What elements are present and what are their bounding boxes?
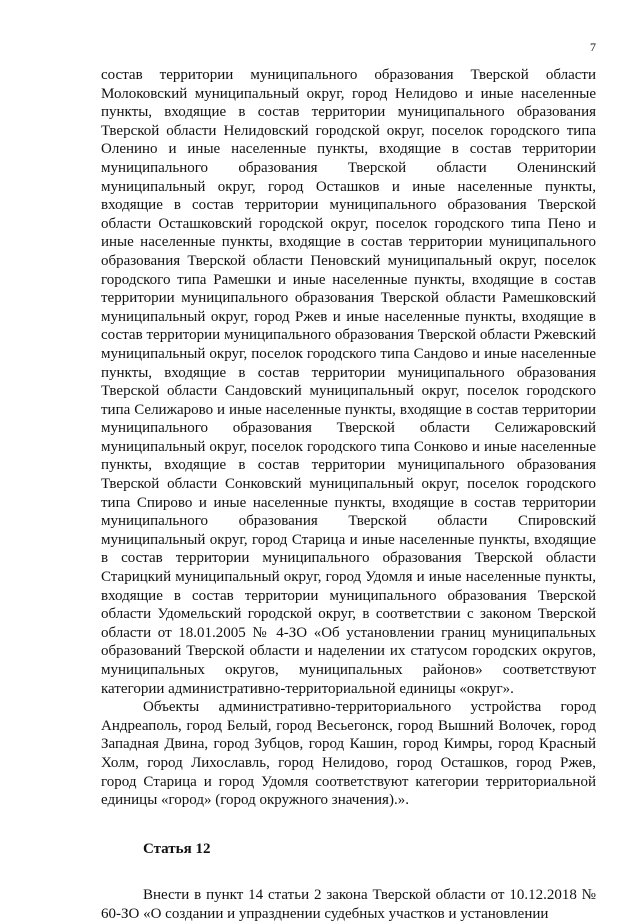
- article-heading: Статья 12: [143, 840, 211, 857]
- body-paragraph-objects: Объекты административно-территориального устройства город Андреаполь, город Белый, город Весьегонск, город Вышний Волочек, город Западная Двина, город Зубцов, город Кашин, город Кимры, город Красный Холм, город Лихославль, город Нелидово, город Осташков, город Ржев, город Старица и город Удомля соответствуют категории территориальной единицы «город» (город окружного значения).».: [101, 699, 596, 809]
- document-body: [101, 66, 596, 924]
- page-number: 7: [590, 40, 596, 54]
- body-paragraph-amendment: Внести в пункт 14 статьи 2 закона Тверской области от 10.12.2018 № 60-ЗО «О создании и упразднении судебных участков и установлении: [101, 887, 596, 922]
- body-paragraph-continuation: состав территории муниципального образования Тверской области Молоковский муниципальный округ, город Нелидово и иные населенные пункты, входящие в состав территории муниципального образования Тверской области Нелидовский городской округ, поселок городского типа Оленино и иные населенные пункты, входящие в состав территории муниципального образования Тверской области Оленинский муниципальный округ, город Осташков и иные населенные пункты, входящие в состав территории муниципального образования Тверской области Осташковский городской округ, поселок городского типа Пено и иные населенные пункты, входящие в состав территории муниципального образования Тверской области Пеновский муниципальный округ, поселок городского типа Рамешки и иные населенные пункты, входящие в состав территории муниципального образования Тверской области Рамешковский муниципальный округ, город Ржев и иные населенные пункты, входящие в состав территории муниципального образования Тверской области Ржевский муниципальный округ, поселок городского типа Сандово и иные населенные пункты, входящие в состав территории муниципального образования Тверской области Сандовский муниципальный округ, поселок городского типа Селижарово и иные населенные пункты, входящие в состав территории муниципального образования Тверской области Селижаровский муниципальный округ, поселок городского типа Сонково и иные населенные пункты, входящие в состав территории муниципального образования Тверской области Сонковский муниципальный округ, поселок городского типа Спирово и иные населенные пункты, входящие в состав территории муниципального образования Тверской области Спировский муниципальный округ, город Старица и иные населенные пункты, входящие в состав территории муниципального образования Тверской области Старицкий муниципальный округ, город Удомля и иные населенные пункты, входящие в состав территории муниципального образования Тверской области Удомельский городской округ, в соответствии с законом Тверской области от 18.01.2005 № 4-ЗО «Об установлении границ муниципальных образований Тверской области и наделении их статусом городских округов, муниципальных округов, муниципальных районов» соответствуют категории административно-территориальной единицы «округ».: [101, 67, 596, 697]
